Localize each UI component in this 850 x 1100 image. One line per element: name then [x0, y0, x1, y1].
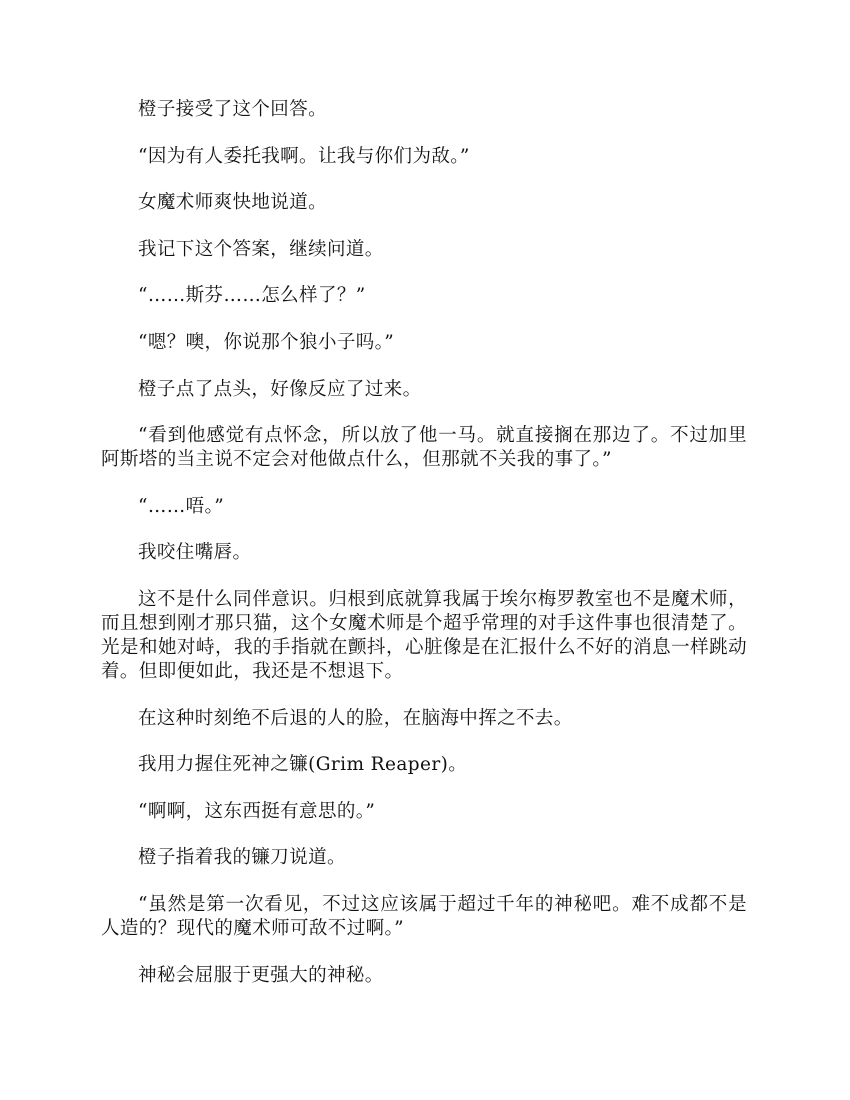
paragraph: 这不是什么同伴意识。归根到底就算我属于埃尔梅罗教室也不是魔术师，而且想到刚才那只猫，这个女魔术师是个超乎常理的对手这件事也很清楚了。光是和她对峙，我的手指就在颤抖，心脏像是在汇报什么不好的消息一样跳动着。但即便如此，我还是不想退下。: [101, 588, 747, 682]
paragraph: 神秘会屈服于更强大的神秘。: [138, 964, 384, 986]
paragraph: “看到他感觉有点怀念，所以放了他一马。就直接搁在那边了。不过加里阿斯塔的当主说不定会对他做点什么，但那就不关我的事了。”: [101, 425, 747, 471]
paragraph: “虽然是第一次看见，不过这应该属于超过千年的神秘吧。难不成都不是人造的？现代的魔术师可敌不过啊。”: [101, 893, 747, 939]
paragraph: 我咬住嘴唇。: [138, 542, 252, 564]
paragraph: 橙子指着我的镰刀说道。: [138, 847, 346, 869]
paragraph: “嗯？噢，你说那个狼小子吗。”: [138, 331, 395, 353]
paragraph: “因为有人委托我啊。让我与你们为敌。”: [138, 145, 470, 167]
paragraph: 在这种时刻绝不后退的人的脸，在脑海中挥之不去。: [138, 707, 573, 729]
paragraph: “……斯芬……怎么样了？”: [138, 285, 366, 307]
paragraph: “啊啊，这东西挺有意思的。”: [138, 800, 376, 822]
paragraph: 女魔术师爽快地说道。: [138, 192, 328, 214]
paragraph: 我用力握住死神之镰(Grim Reaper)。: [138, 754, 468, 776]
paragraph: 橙子点了点头，好像反应了过来。: [138, 378, 422, 400]
paragraph: 我记下这个答案，继续问道。: [138, 238, 384, 260]
body-text: [101, 98, 747, 1010]
paragraph: 橙子接受了这个回答。: [138, 99, 328, 120]
paragraph: “……唔。”: [138, 495, 225, 517]
